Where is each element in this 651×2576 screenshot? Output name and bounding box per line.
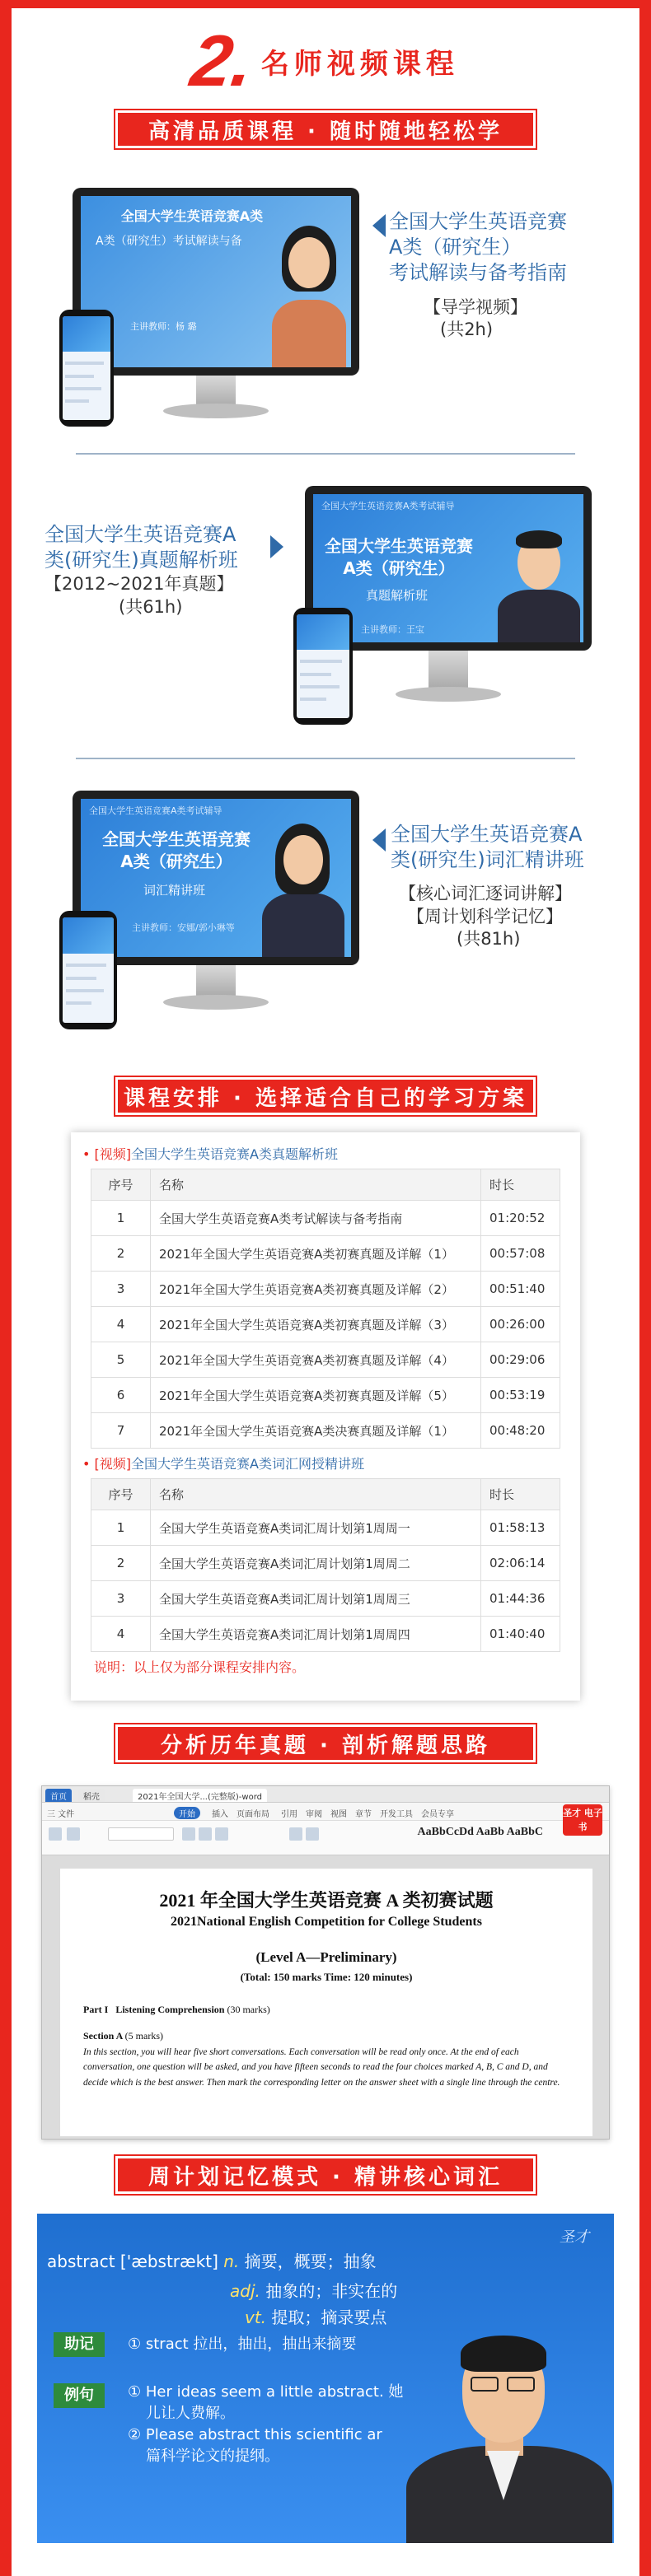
monitor-neck (429, 651, 468, 690)
col-no: 序号 (91, 1479, 151, 1510)
cut-icon[interactable] (67, 1827, 80, 1841)
monitor-neck (196, 965, 236, 998)
tab-document[interactable]: 2021年全国大学...(完整版)-word (133, 1789, 267, 1802)
table-row[interactable]: 1 全国大学生英语竞赛A类词汇周计划第1周周一 01:58:13 (91, 1510, 560, 1546)
teacher-figure (498, 527, 580, 642)
course-3-duration: (共81h) (457, 928, 521, 949)
phone-preview (293, 608, 353, 725)
menu-devtools[interactable]: 开发工具 (380, 1810, 413, 1819)
schedule-note: 说明：以上仅为部分课程安排内容。 (94, 1659, 306, 1675)
section-header (0, 20, 651, 101)
menu-file[interactable]: 三 文件 (47, 1810, 75, 1819)
underline-icon[interactable] (215, 1827, 228, 1841)
col-no: 序号 (91, 1169, 151, 1201)
table-row[interactable]: 3 2021年全国大学生英语竞赛A类初赛真题及详解（2） 00:51:40 (91, 1272, 560, 1307)
menu-review[interactable]: 审阅 (306, 1810, 322, 1819)
ribbon-toolbar (42, 1821, 609, 1855)
document-page (60, 1869, 592, 2136)
course-2-title-line1: 全国大学生英语竞赛A (44, 523, 237, 546)
screen-course-header: 全国大学生英语竞赛A类考试辅导 (321, 501, 455, 511)
table-row[interactable]: 1 全国大学生英语竞赛A类考试解读与备考指南 01:20:52 (91, 1201, 560, 1236)
course-3-tag-2: 【周计划科学记忆】 (407, 906, 563, 926)
doc-level: (Level A—Preliminary) (255, 1949, 397, 1965)
col-duration: 时长 (481, 1479, 560, 1510)
menu-layout[interactable]: 页面布局 (237, 1810, 269, 1819)
monitor-base (163, 404, 269, 418)
doc-title: 2021 年全国大学生英语竞赛 A 类初赛试题 (159, 1890, 494, 1911)
monitor-base (163, 995, 269, 1010)
doc-part-heading: Part I Listening Comprehension (30 marks) (83, 2004, 270, 2015)
pointer-arrow-icon (372, 214, 386, 237)
tab-home[interactable]: 首页 (45, 1789, 72, 1802)
align-center-icon[interactable] (306, 1827, 319, 1841)
course-3-tag: 【核心词汇逐词讲解】 (399, 884, 572, 904)
col-name: 名称 (151, 1169, 481, 1201)
right-border (639, 0, 651, 2576)
pointer-arrow-icon (270, 535, 283, 558)
table-row[interactable]: 4 全国大学生英语竞赛A类词汇周计划第1周周四 01:40:40 (91, 1617, 560, 1652)
course-2-tag: 【2012~2021年真题】 (44, 574, 234, 595)
teacher-figure (259, 824, 348, 957)
course-3-description (391, 822, 630, 950)
banner-hd-courses: 高清品质课程 · 随时随地轻松学 (115, 110, 536, 148)
screen-course-subtitle: 词汇精讲班 (143, 883, 206, 898)
course-1-title-line3: 考试解读与备考指南 (389, 261, 567, 285)
screen-teacher: 主讲教师：安娜/郭小琳等 (132, 922, 235, 933)
screen-course-subtitle: A类（研究生）考试解读与备 (96, 235, 242, 248)
align-left-icon[interactable] (289, 1827, 302, 1841)
vocab-word-line: abstract ['æbstrækt] n. 摘要，概要；抽象 (47, 2252, 377, 2271)
monitor-screen (73, 188, 359, 376)
menu-member[interactable]: 会员专享 (421, 1810, 454, 1819)
schedule-table-2 (91, 1478, 560, 1652)
divider (76, 758, 575, 759)
course-1-title-line1: 全国大学生英语竞赛 (389, 210, 567, 233)
schedule-section-2[interactable]: • [视频]全国大学生英语竞赛A类词汇网授精讲班 (82, 1456, 364, 1472)
monitor-course-2[interactable] (305, 486, 592, 725)
doc-subtitle: 2021National English Competition for College Students (171, 1915, 482, 1929)
screen-teacher: 主讲教师：王宝 (361, 624, 424, 635)
tab-daoke[interactable]: 稻壳 (78, 1789, 105, 1802)
left-border (0, 0, 12, 2576)
course-2-title-line2: 类(研究生)真题解析班 (44, 548, 238, 572)
table-row[interactable]: 5 2021年全国大学生英语竞赛A类初赛真题及详解（4） 00:29:06 (91, 1342, 560, 1378)
course-1-title-line2: A类（研究生） (389, 236, 522, 259)
col-duration: 时长 (481, 1169, 560, 1201)
course-schedule-card (71, 1132, 580, 1701)
menu-start[interactable]: 开始 (174, 1807, 200, 1819)
banner-vocabulary: 周计划记忆模式 · 精讲核心词汇 (115, 2156, 536, 2194)
menu-section[interactable]: 章节 (355, 1810, 372, 1819)
vocabulary-video[interactable] (37, 2214, 614, 2543)
doc-marks: (Total: 150 marks Time: 120 minutes) (240, 1971, 413, 1983)
document-tabs (42, 1786, 609, 1803)
paste-icon[interactable] (49, 1827, 62, 1841)
mnemonic-label: 助记 (54, 2332, 105, 2357)
doc-body-text: In this section, you will hear five short conversations. Each conversation will be read only once. At the end of each conversation, one question will be asked, and you have fifteen seconds to read the four choices marked A, B, C and D, and decide which is the best answer. Then mark the corresponding letter on the answer sheet with a single line through the centre. (83, 2047, 560, 2088)
mnemonic-text: ① stract 拉出，抽出，抽出来摘要 (128, 2336, 357, 2353)
screen-course-title: 全国大学生英语竞赛 A类（研究生） (325, 536, 473, 578)
course-1-description (389, 209, 611, 341)
watermark: 圣才 (560, 2228, 589, 2246)
presenter-figure (390, 2331, 614, 2543)
course-3-title-line1: 全国大学生英语竞赛A (391, 823, 583, 846)
monitor-base (396, 687, 501, 702)
font-select[interactable] (108, 1827, 174, 1841)
phone-preview (59, 310, 114, 427)
menu-bar (42, 1803, 609, 1821)
table-row[interactable]: 2 2021年全国大学生英语竞赛A类初赛真题及详解（1） 00:57:08 (91, 1236, 560, 1272)
document-window (41, 1785, 610, 2140)
teacher-figure (264, 226, 351, 367)
vocab-def-adj: adj. 抽象的；非实在的 (230, 2281, 398, 2301)
italic-icon[interactable] (199, 1827, 212, 1841)
screen-course-subtitle: 真题解析班 (366, 588, 429, 603)
course-3-title-line2: 类(研究生)词汇精讲班 (391, 848, 584, 872)
screen-teacher: 主讲教师：杨 璐 (130, 321, 197, 332)
phone-preview (59, 911, 117, 1029)
course-2-description (44, 522, 283, 618)
monitor-course-3[interactable] (73, 791, 359, 1029)
col-name: 名称 (151, 1479, 481, 1510)
section-title: 名师视频课程 (260, 47, 459, 81)
brand-logo: 圣才 电子书 (563, 1804, 602, 1836)
banner-past-papers: 分析历年真题 · 剖析解题思路 (115, 1724, 536, 1762)
example-sentences: ① Her ideas seem a little abstract. 她 儿让人费解。 ② Please abstract this scientific ar 篇科学论文的提纲。 (128, 2383, 404, 2466)
style-gallery[interactable]: AaBbCcDd AaBb AaBbC (417, 1826, 543, 1838)
bold-icon[interactable] (182, 1827, 195, 1841)
table-row[interactable]: 4 2021年全国大学生英语竞赛A类初赛真题及详解（3） 00:26:00 (91, 1307, 560, 1342)
menu-view[interactable]: 视图 (330, 1810, 347, 1819)
vocab-word: abstract ['æbstrækt] (47, 2252, 218, 2271)
section-number: 2. (186, 20, 259, 101)
monitor-course-1[interactable] (73, 188, 359, 427)
vocab-def-vt: vt. 提取；摘录要点 (245, 2308, 387, 2327)
table-row[interactable]: 3 全国大学生英语竞赛A类词汇周计划第1周周三 01:44:36 (91, 1581, 560, 1617)
top-border (0, 0, 651, 8)
table-row[interactable]: 2 全国大学生英语竞赛A类词汇周计划第1周周二 02:06:14 (91, 1546, 560, 1581)
divider (76, 453, 575, 455)
schedule-table-1 (91, 1169, 560, 1449)
course-2-duration: (共61h) (119, 596, 183, 617)
screen-course-title: 全国大学生英语竞赛A类 (120, 208, 264, 224)
table-row[interactable]: 7 2021年全国大学生英语竞赛A类决赛真题及详解（1） 00:48:20 (91, 1413, 560, 1449)
doc-section-heading: Section A (5 marks) (83, 2030, 163, 2042)
pointer-arrow-icon (372, 828, 386, 852)
table-row[interactable]: 6 2021年全国大学生英语竞赛A类初赛真题及详解（5） 00:53:19 (91, 1378, 560, 1413)
banner-schedule: 课程安排 · 选择适合自己的学习方案 (115, 1077, 536, 1115)
course-1-duration: (共2h) (440, 319, 494, 339)
menu-insert[interactable]: 插入 (212, 1810, 228, 1819)
menu-reference[interactable]: 引用 (281, 1810, 297, 1819)
screen-course-title: 全国大学生英语竞赛 A类（研究生） (102, 829, 251, 871)
example-label: 例句 (54, 2383, 105, 2408)
schedule-section-1[interactable]: • [视频]全国大学生英语竞赛A类真题解析班 (82, 1146, 338, 1162)
screen-course-header: 全国大学生英语竞赛A类考试辅导 (89, 805, 222, 816)
course-1-tag: 【导学视频】 (424, 296, 527, 317)
